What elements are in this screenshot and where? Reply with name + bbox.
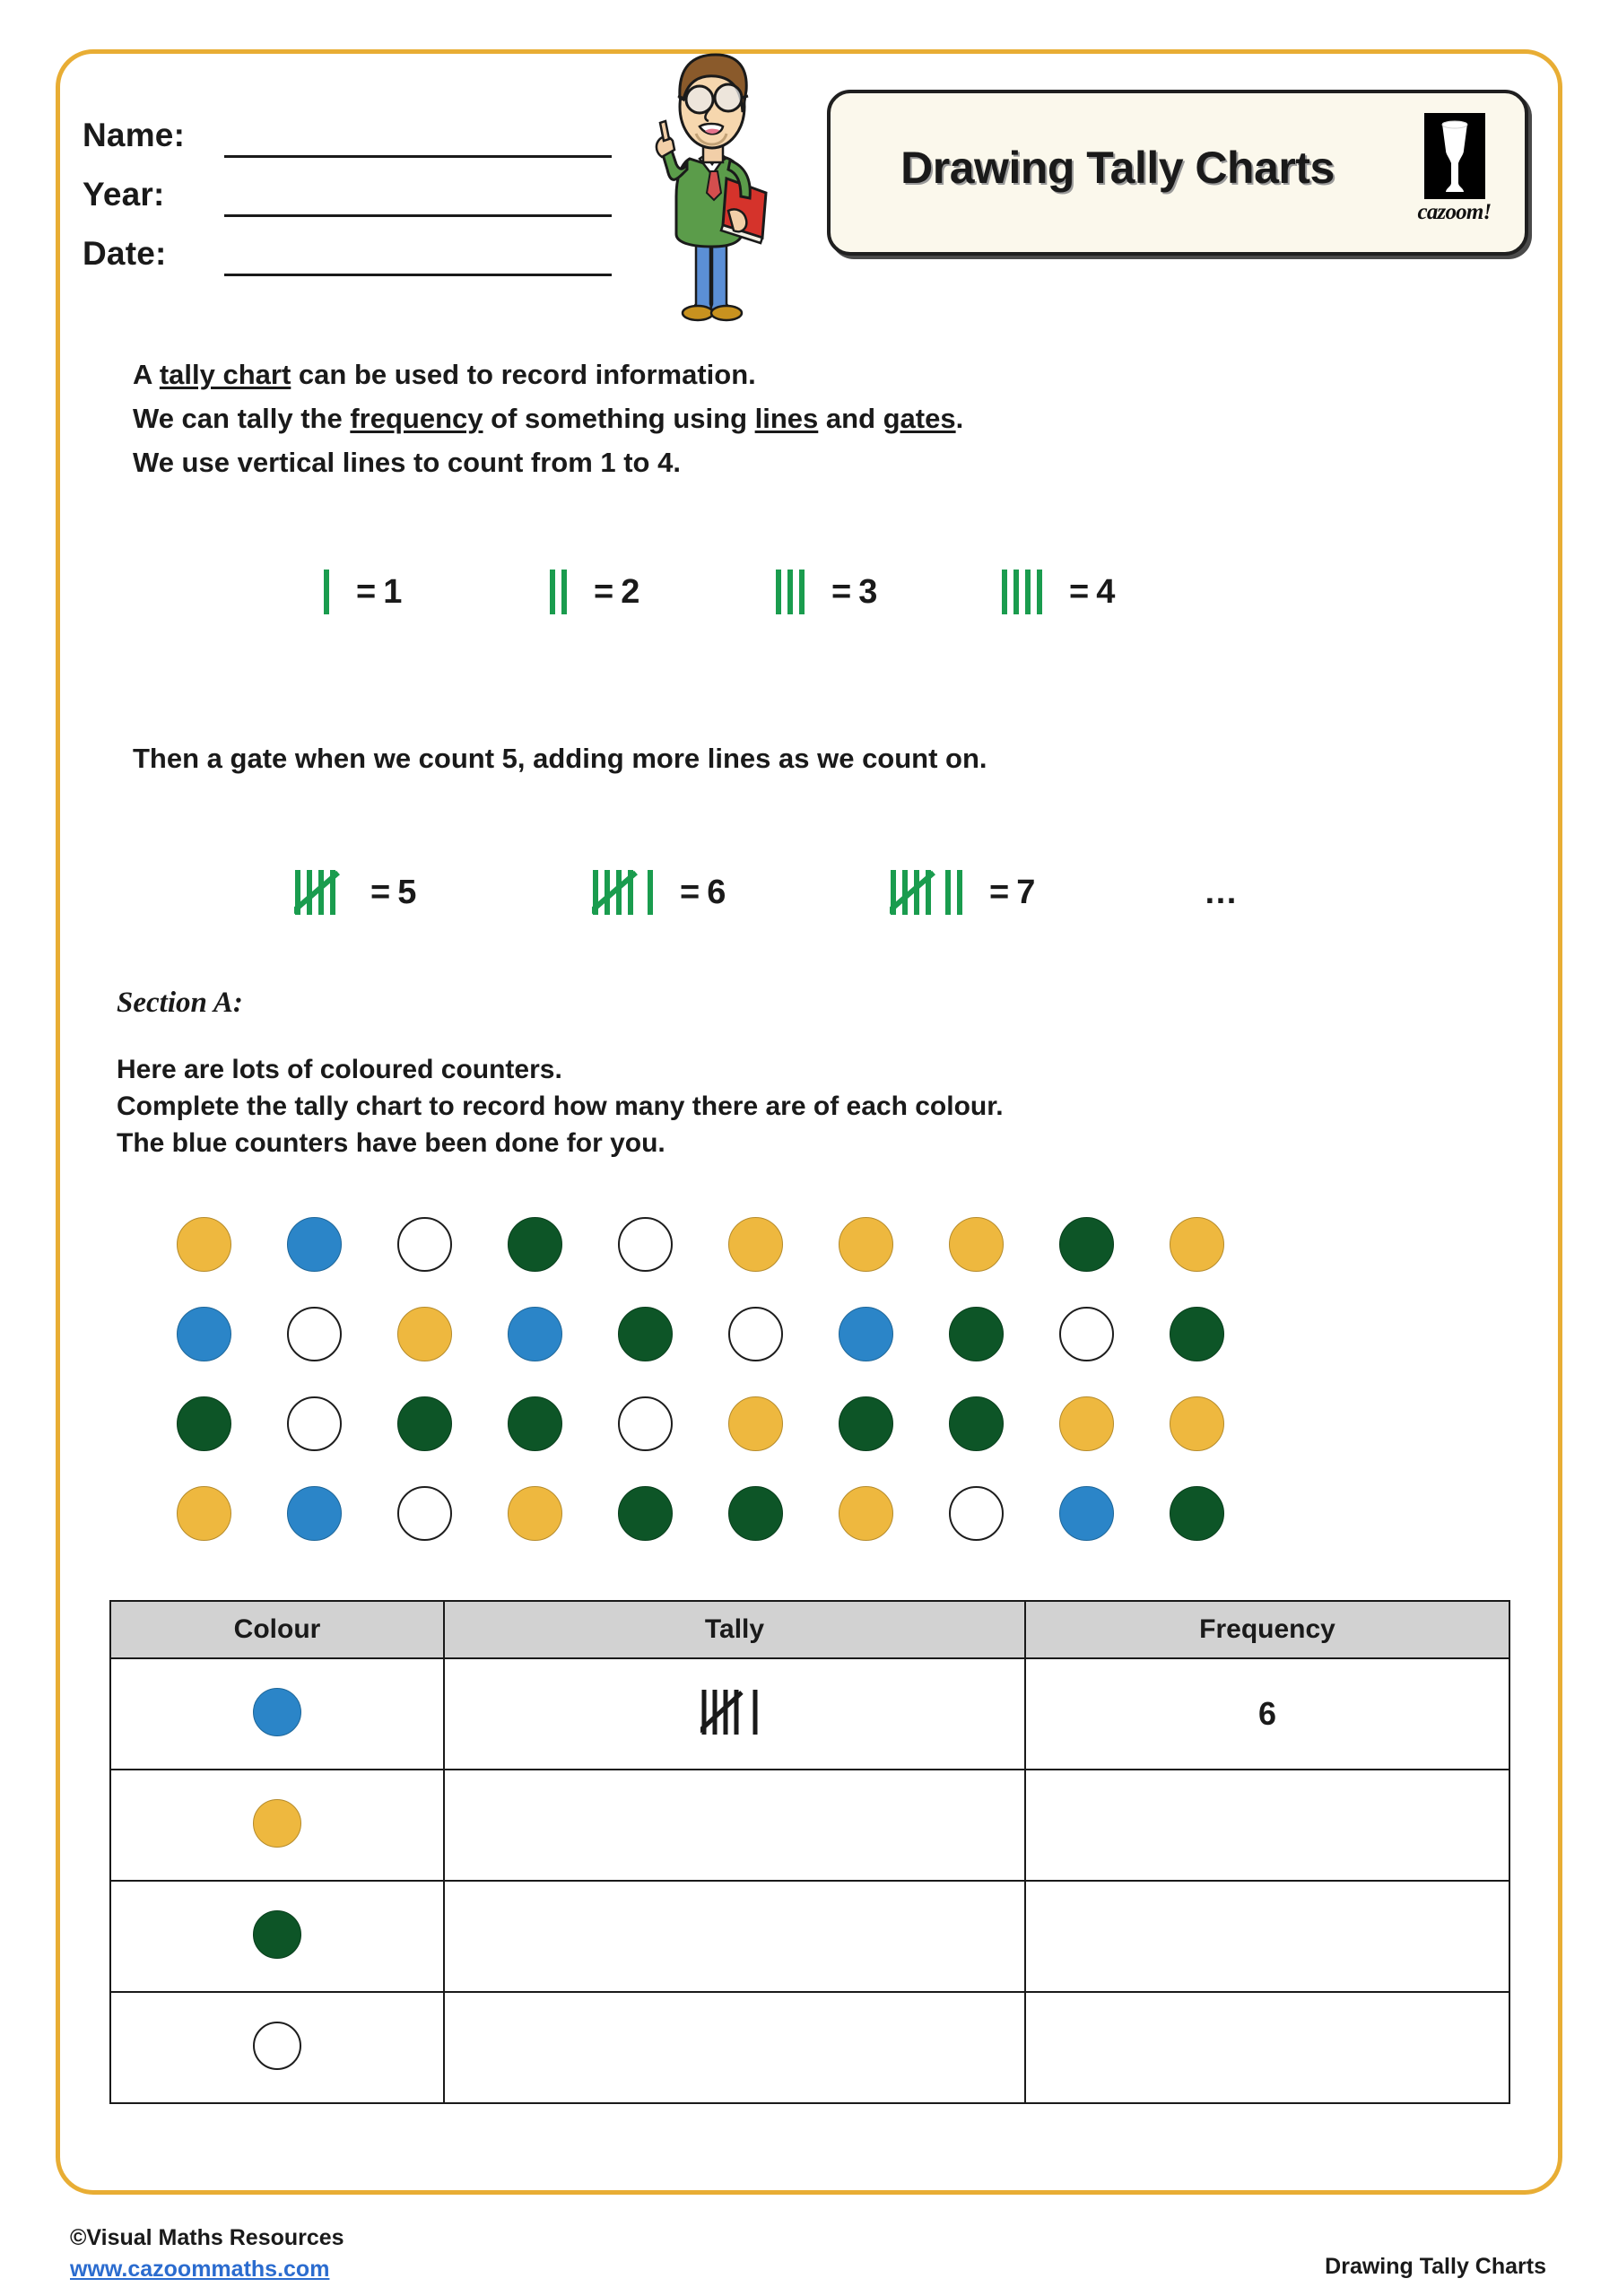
counter-cell — [397, 1289, 508, 1378]
counter-cell — [1170, 1378, 1280, 1468]
cell-tally-white[interactable] — [444, 1992, 1025, 2103]
page-title: Drawing Tally Charts — [900, 143, 1335, 193]
counter-cell — [618, 1468, 728, 1558]
equals-sign: = — [831, 572, 852, 611]
counter-cell — [287, 1199, 397, 1289]
cell-frequency-green[interactable] — [1025, 1881, 1509, 1992]
counter-white — [287, 1307, 342, 1361]
counter-green — [253, 1910, 301, 1959]
footer-worksheet-name: Drawing Tally Charts — [1325, 2254, 1546, 2279]
table-body — [110, 1658, 1509, 2103]
table-row — [110, 1992, 1509, 2103]
section-a-instructions — [117, 1051, 1004, 1161]
equals-sign: = — [1069, 572, 1090, 611]
title-card — [827, 90, 1528, 256]
counter-green — [949, 1307, 1004, 1361]
counter-green — [1170, 1486, 1224, 1541]
cazoom-drum-logo-icon — [1424, 113, 1485, 199]
intro-line2-underlined-lines: lines — [754, 403, 819, 434]
section-a-line-3: The blue counters have been done for you. — [117, 1128, 665, 1158]
student-info-block — [83, 99, 639, 276]
tally-marks-icon — [323, 565, 342, 619]
counter-cell — [1170, 1199, 1280, 1289]
counter-cell — [508, 1199, 618, 1289]
website-link[interactable]: www.cazoommaths.com — [70, 2257, 330, 2282]
counter-green — [397, 1396, 452, 1451]
cell-frequency-white[interactable] — [1025, 1992, 1509, 2103]
counter-cell — [397, 1378, 508, 1468]
counter-white — [728, 1307, 783, 1361]
tally-value: 7 — [1016, 873, 1036, 911]
counter-yellow — [949, 1217, 1004, 1272]
counter-white — [618, 1396, 673, 1451]
counter-grid — [177, 1199, 1280, 1558]
counter-green — [839, 1396, 893, 1451]
cell-tally-green[interactable] — [444, 1881, 1025, 1992]
equals-sign: = — [370, 873, 391, 911]
tally-value: 3 — [858, 572, 878, 611]
tally-gate-marks-icon — [294, 865, 356, 919]
counter-blue — [287, 1486, 342, 1541]
counter-white — [397, 1486, 452, 1541]
cell-colour-blue — [110, 1658, 444, 1770]
cazoom-logo-text: cazoom! — [1417, 200, 1492, 224]
counter-white — [287, 1396, 342, 1451]
counter-cell — [1170, 1468, 1280, 1558]
date-input-line[interactable] — [224, 239, 612, 276]
counter-cell — [1170, 1289, 1280, 1378]
tally-marks-icon — [775, 565, 817, 619]
date-label: Date: — [83, 235, 167, 273]
intro-line2-part-d: . — [955, 403, 964, 434]
tally-value: 5 — [397, 873, 417, 911]
intro-line2-part-a: We can tally the — [133, 403, 351, 434]
year-input-line[interactable] — [224, 180, 612, 217]
counter-green — [949, 1396, 1004, 1451]
counter-cell — [618, 1289, 728, 1378]
tally-value: 6 — [707, 873, 726, 911]
cazoom-logo — [1407, 113, 1501, 237]
gate-note-text: Then a gate when we count 5, adding more lines as we count on. — [133, 743, 987, 774]
counter-yellow — [253, 1799, 301, 1848]
counter-green — [508, 1396, 562, 1451]
intro-line1-underlined: tally chart — [159, 359, 291, 390]
counter-green — [618, 1307, 673, 1361]
counter-blue — [287, 1217, 342, 1272]
section-a-line-2: Complete the tally chart to record how many there are of each colour. — [117, 1091, 1004, 1121]
counter-cell — [177, 1378, 287, 1468]
tally-examples-gates-row — [294, 865, 1240, 919]
date-field-row — [83, 217, 639, 276]
counter-green — [177, 1396, 231, 1451]
counter-cell — [287, 1289, 397, 1378]
counter-blue — [1059, 1486, 1114, 1541]
column-header-frequency: Frequency — [1025, 1601, 1509, 1658]
name-field-row — [83, 99, 639, 158]
name-input-line[interactable] — [224, 121, 612, 158]
frequency-value: 6 — [1257, 1695, 1277, 1732]
counter-cell — [177, 1289, 287, 1378]
name-label: Name: — [83, 117, 186, 154]
tally-example-3 — [775, 565, 1001, 619]
cell-frequency-yellow[interactable] — [1025, 1770, 1509, 1881]
counter-cell — [287, 1468, 397, 1558]
teacher-cartoon-icon — [640, 44, 784, 326]
counter-yellow — [728, 1217, 783, 1272]
counter-yellow — [839, 1217, 893, 1272]
cell-colour-white — [110, 1992, 444, 2103]
equals-sign: = — [594, 572, 614, 611]
counter-yellow — [1170, 1217, 1224, 1272]
intro-text-block — [133, 359, 963, 491]
counter-cell — [839, 1468, 949, 1558]
counter-cell — [728, 1199, 839, 1289]
counter-cell — [728, 1378, 839, 1468]
counter-green — [508, 1217, 562, 1272]
table-row — [110, 1881, 1509, 1992]
ellipsis: … — [1204, 873, 1240, 911]
table-header-row — [110, 1601, 1509, 1658]
counter-cell — [618, 1199, 728, 1289]
equals-sign: = — [989, 873, 1010, 911]
counter-cell — [839, 1199, 949, 1289]
counter-cell — [1059, 1378, 1170, 1468]
intro-line2-underlined-frequency: frequency — [350, 403, 483, 434]
tally-example-1 — [323, 565, 549, 619]
counter-white — [1059, 1307, 1114, 1361]
footer-left — [70, 2222, 344, 2285]
tally-examples-lines-row — [323, 565, 1227, 619]
counter-cell — [508, 1289, 618, 1378]
counter-green — [618, 1486, 673, 1541]
tally-example-7 — [890, 865, 1187, 919]
tally-example-5 — [294, 865, 592, 919]
year-label: Year: — [83, 176, 165, 213]
tally-example-2 — [549, 565, 775, 619]
tally-marks-icon — [1001, 565, 1055, 619]
intro-line-2 — [133, 403, 963, 435]
counter-cell — [508, 1468, 618, 1558]
intro-line1-part-b: can be used to record information. — [291, 359, 756, 390]
counter-green — [1059, 1217, 1114, 1272]
counter-cell — [508, 1378, 618, 1468]
tally-value: 2 — [621, 572, 640, 611]
cell-colour-green — [110, 1881, 444, 1992]
copyright-text: ©Visual Maths Resources — [70, 2225, 344, 2250]
counter-cell — [177, 1199, 287, 1289]
tally-value: 1 — [383, 572, 403, 611]
counter-cell — [949, 1378, 1059, 1468]
intro-line-1 — [133, 359, 963, 391]
column-header-colour: Colour — [110, 1601, 444, 1658]
counter-cell — [728, 1468, 839, 1558]
counter-blue — [839, 1307, 893, 1361]
counter-cell — [839, 1289, 949, 1378]
counter-cell — [728, 1289, 839, 1378]
counter-yellow — [728, 1396, 783, 1451]
intro-line2-underlined-gates: gates — [883, 403, 956, 434]
counter-white — [397, 1217, 452, 1272]
counter-cell — [397, 1199, 508, 1289]
counter-blue — [508, 1307, 562, 1361]
intro-line2-part-b: of something using — [483, 403, 755, 434]
intro-line-3: We use vertical lines to count from 1 to 4. — [133, 447, 681, 478]
tally-gate-marks-icon — [890, 865, 975, 919]
counter-cell — [1059, 1289, 1170, 1378]
counter-yellow — [177, 1486, 231, 1541]
counter-yellow — [177, 1217, 231, 1272]
counter-cell — [839, 1378, 949, 1468]
counter-yellow — [839, 1486, 893, 1541]
counter-yellow — [1170, 1396, 1224, 1451]
section-a-line-1: Here are lots of coloured counters. — [117, 1055, 562, 1084]
tally-gate-marks-icon — [592, 865, 665, 919]
year-field-row — [83, 158, 639, 217]
cell-tally-blue[interactable] — [444, 1658, 1025, 1770]
counter-cell — [287, 1378, 397, 1468]
cell-colour-yellow — [110, 1770, 444, 1881]
tally-example-4 — [1001, 565, 1227, 619]
tally-value: 4 — [1096, 572, 1116, 611]
intro-line1-part-a: A — [133, 359, 160, 390]
counter-yellow — [508, 1486, 562, 1541]
counter-white — [618, 1217, 673, 1272]
intro-line2-part-c: and — [818, 403, 883, 434]
counter-yellow — [397, 1307, 452, 1361]
counter-cell — [1059, 1199, 1170, 1289]
counter-white — [949, 1486, 1004, 1541]
counter-cell — [949, 1199, 1059, 1289]
table-row — [110, 1658, 1509, 1770]
tally-gate-marks-icon — [700, 1685, 770, 1739]
counter-blue — [177, 1307, 231, 1361]
tally-marks-icon — [549, 565, 579, 619]
column-header-tally: Tally — [444, 1601, 1025, 1658]
equals-sign: = — [680, 873, 700, 911]
counter-green — [728, 1486, 783, 1541]
counter-cell — [949, 1468, 1059, 1558]
tally-example-6 — [592, 865, 890, 919]
cell-frequency-blue[interactable] — [1025, 1658, 1509, 1770]
counter-cell — [1059, 1468, 1170, 1558]
counter-cell — [618, 1378, 728, 1468]
counter-cell — [177, 1468, 287, 1558]
section-a-heading: Section A: — [117, 987, 243, 1019]
table-row — [110, 1770, 1509, 1881]
equals-sign: = — [356, 572, 377, 611]
worksheet-header — [56, 49, 1562, 305]
counter-white — [253, 2022, 301, 2070]
counter-cell — [397, 1468, 508, 1558]
counter-blue — [253, 1688, 301, 1736]
cell-tally-yellow[interactable] — [444, 1770, 1025, 1881]
counter-cell — [949, 1289, 1059, 1378]
counter-green — [1170, 1307, 1224, 1361]
counter-yellow — [1059, 1396, 1114, 1451]
tally-chart-table — [109, 1600, 1510, 2104]
